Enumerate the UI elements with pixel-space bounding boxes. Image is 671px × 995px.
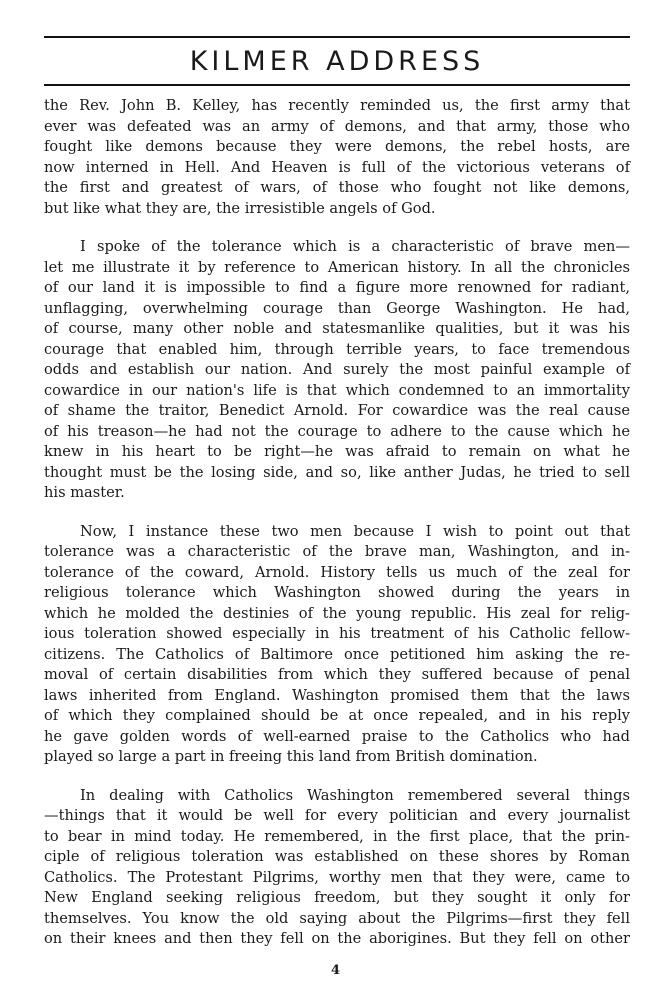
text-line: In dealing with Catholics Washington remembered several things <box>80 786 630 804</box>
page-header-title: KILMER ADDRESS <box>189 46 485 77</box>
text-line: the first and greatest of wars, of those who fought not like demons, <box>44 179 630 196</box>
text-line: his master. <box>44 484 125 501</box>
text-line: he gave golden words of well-earned praise to the Catholics who had <box>44 727 630 745</box>
text-line: tolerance of the coward, Arnold. History tells us much of the zeal for <box>44 563 630 581</box>
text-line: of our land it is impossible to find a figure more renowned for radiant, <box>44 279 630 296</box>
text-line: but like what they are, the irresistible angels of God. <box>44 199 436 217</box>
page-number: 4 <box>330 963 341 978</box>
text-line: played so large a part in freeing this land from British domination. <box>44 748 538 765</box>
text-line: courage that enabled him, through terrible years, to face tremendous <box>44 340 630 358</box>
text-line: fought like demons because they were demons, the rebel hosts, are <box>44 138 630 155</box>
text-line: ever was defeated was an army of demons, and that army, those who <box>44 117 630 135</box>
text-line: tolerance was a characteristic of the brave man, Washington, and in- <box>44 543 630 560</box>
text-line: to bear in mind today. He remembered, in the first place, that the prin- <box>44 827 630 845</box>
text-line: —things that it would be well for every politician and every journalist <box>44 807 630 824</box>
text-line: of course, many other noble and statesmanlike qualities, but it was his <box>44 320 630 337</box>
text-line: of his treason—he had not the courage to adhere to the cause which he <box>44 422 630 440</box>
paragraph <box>44 522 630 768</box>
text-line: religious tolerance which Washington showed during the years in <box>44 584 630 601</box>
paragraph <box>44 96 630 219</box>
text-line: ious toleration showed especially in his treatment of his Catholic fellow- <box>44 625 630 642</box>
paragraph <box>44 786 630 950</box>
paragraph <box>44 237 630 504</box>
text-line: laws inherited from England. Washington promised them that the laws <box>44 686 630 704</box>
text-line: New England seeking religious freedom, but they sought it only for <box>44 889 630 906</box>
text-line: now interned in Hell. And Heaven is full of the victorious veterans of <box>44 158 630 176</box>
text-line: the Rev. John B. Kelley, has recently reminded us, the first army that <box>44 97 630 114</box>
text-line: unflagging, overwhelming courage than George Washington. He had, <box>44 299 630 317</box>
text-line: I spoke of the tolerance which is a characteristic of brave men— <box>80 238 630 255</box>
text-line: of shame the traitor, Benedict Arnold. For cowardice was the real cause <box>44 402 630 419</box>
text-line: cowardice in our nation's life is that which condemned to an immortality <box>44 381 630 399</box>
text-line: let me illustrate it by reference to American history. In all the chronicles <box>44 258 630 276</box>
header-bottom-rule <box>44 84 630 86</box>
body-text <box>44 96 630 950</box>
text-line: moval of certain disabilities from which they suffered because of penal <box>44 666 630 683</box>
text-line: of which they complained should be at once repealed, and in his reply <box>44 707 630 724</box>
text-line: odds and establish our nation. And surely the most painful example of <box>44 361 630 378</box>
text-line: which he molded the destinies of the young republic. His zeal for relig- <box>44 604 630 622</box>
text-line: on their knees and then they fell on the aborigines. But they fell on other <box>44 930 630 947</box>
text-line: Catholics. The Protestant Pilgrims, worthy men that they were, came to <box>44 868 630 886</box>
text-line: ciple of religious toleration was established on these shores by Roman <box>44 848 630 865</box>
text-line: knew in his heart to be right—he was afraid to remain on what he <box>44 443 630 460</box>
text-line: citizens. The Catholics of Baltimore once petitioned him asking the re- <box>44 645 630 663</box>
text-line: Now, I instance these two men because I wish to point out that <box>80 522 630 540</box>
document-page <box>44 36 630 968</box>
header-top-rule <box>44 36 630 38</box>
text-line: thought must be the losing side, and so, like anther Judas, he tried to sell <box>44 463 630 481</box>
text-line: themselves. You know the old saying about the Pilgrims—first they fell <box>44 909 630 927</box>
